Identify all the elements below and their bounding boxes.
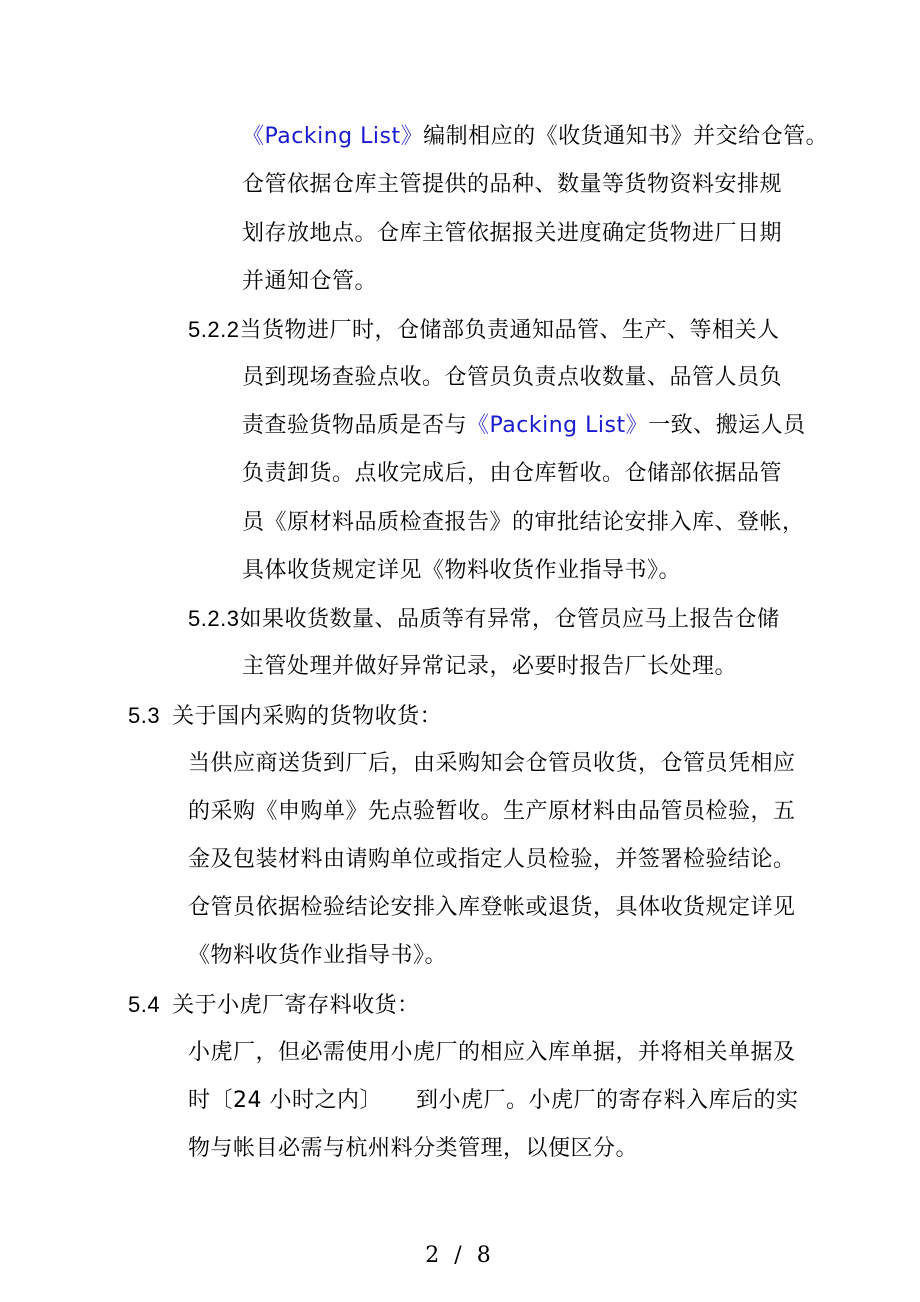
section-522-line-3: 责查验货物品质是否与《Packing List》一致、搬运人员: [242, 413, 806, 438]
section-522-line-4: 负责卸货。点收完成后，由仓库暂收。仓储部依据品管: [242, 461, 783, 486]
section-523-line-1: 5.2.3如果收货数量、品质等有异常，仓管员应马上报告仓储: [188, 606, 780, 632]
section-54-heading: 5.4 关于小虎厂寄存料收货：: [128, 992, 420, 1018]
section-522-line-1: 5.2.2当货物进厂时，仓储部负责通知品管、生产、等相关人: [188, 317, 780, 343]
section-number: 5.3: [128, 703, 161, 728]
para-521-line-2: 仓管依据仓库主管提供的品种、数量等货物资料安排规: [242, 172, 783, 197]
section-54-line-3: 物与帐目必需与杭州料分类管理，以便区分。: [188, 1136, 639, 1161]
section-number: 5.4: [128, 992, 161, 1017]
para-521-line-3: 划存放地点。仓库主管依据报关进度确定货物进厂日期: [242, 221, 783, 246]
para-521-line-1: 《Packing List》编制相应的《收货通知书》并交给仓管。: [242, 124, 829, 149]
page-number: 2 / 8: [425, 1243, 495, 1268]
para-521-line-4: 并通知仓管。: [242, 269, 378, 294]
section-522-line-5: 员《原材料品质检查报告》的审批结论安排入库、登帐，: [242, 510, 805, 535]
section-53-line-5: 《物料收货作业指导书》。: [188, 943, 448, 968]
section-522-line-2: 员到现场查验点收。仓管员负责点收数量、品管人员负: [242, 365, 783, 390]
section-522-line-6: 具体收货规定详见《物料收货作业指导书》。: [242, 558, 682, 583]
section-53-line-3: 金及包装材料由请购单位或指定人员检验，并签署检验结论。: [188, 847, 796, 872]
section-number: 5.2.2: [188, 317, 240, 342]
section-53-line-2: 的采购《申购单》先点验暂收。生产原材料由品管员检验，五: [188, 799, 796, 824]
section-53-heading: 5.3 关于国内采购的货物收货：: [128, 703, 443, 729]
section-53-line-1: 当供应商送货到厂后，由采购知会仓管员收货，仓管员凭相应: [188, 751, 796, 776]
section-54-line-2a: 时〔24 小时之内〕: [188, 1088, 382, 1113]
section-53-line-4: 仓管员依据检验结论安排入库登帐或退货，具体收货规定详见: [188, 895, 796, 920]
section-523-line-2: 主管处理并做好异常记录，必要时报告厂长处理。: [242, 654, 738, 679]
packing-list-reference: 《Packing List》: [467, 413, 649, 438]
section-number: 5.2.3: [188, 606, 240, 631]
packing-list-reference: 《Packing List》: [242, 124, 424, 149]
section-54-line-2b: 到小虎厂。小虎厂的寄存料入库后的实: [416, 1088, 799, 1113]
section-54-line-1: 小虎厂，但必需使用小虎厂的相应入库单据，并将相关单据及: [188, 1040, 796, 1065]
